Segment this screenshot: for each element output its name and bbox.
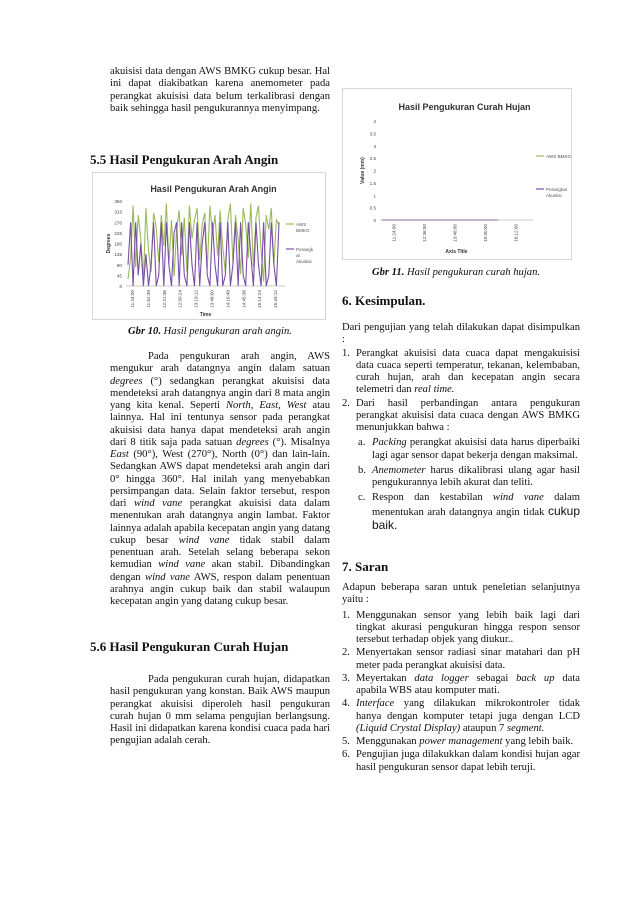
y-tick-label: 1.5	[369, 180, 376, 186]
text-segment: Pada pengukuran curah hujan, didapatkan hasil pengukuran yang konstan. Baik AWS maupun perangkat akuisisi diperoleh hasil pengukuran curah hujan 0 mm selama pengujian berlangsung. Hasil ini didapatkan karena kondisi cuaca pada hari pengujian adalah cerah.	[110, 674, 330, 747]
list-number: 1.	[342, 609, 350, 621]
italic-text-segment: degrees	[236, 436, 269, 448]
paragraph-text	[110, 351, 330, 607]
list-item	[342, 465, 580, 490]
conclusions-list	[342, 348, 580, 534]
y-tick-label: 2.5	[369, 156, 376, 162]
text-segment: Pada pengukuran arah angin, AWS mengukur arah datangnya angin dalam satuan	[110, 351, 330, 375]
list-number: 2.	[342, 647, 350, 659]
suggestions-list	[342, 610, 580, 774]
figure-10-caption	[90, 326, 330, 338]
x-tick-label: 14:45:36	[241, 290, 247, 308]
x-tick-label: 13:19:12	[193, 290, 199, 308]
list-number: 2.	[342, 397, 350, 409]
list-item	[342, 749, 580, 774]
y-tick-label: 270	[114, 220, 122, 226]
figure-label: Gbr 10.	[128, 326, 161, 337]
text-segment: Meyertakan	[356, 672, 415, 684]
list-item	[342, 698, 580, 735]
legend-label: Akuisisi	[546, 193, 562, 198]
list-item	[342, 492, 580, 533]
list-number: 6.	[342, 749, 350, 761]
list-item	[342, 348, 580, 397]
italic-text-segment: back up	[516, 672, 555, 684]
text-segment: Dari hasil perbandingan antara pengukuran perangkat akuisisi data cuaca dengan AWS BMKG menunjukkan bahwa :	[356, 397, 580, 433]
paragraph-text	[110, 674, 330, 746]
text-segment: Menyertakan sensor radiasi sinar matahari dan pH meter pada perangkat akuisisi data.	[356, 647, 580, 671]
legend-label: Perangk	[296, 247, 314, 252]
section-6-title: 6. Kesimpulan.	[342, 293, 426, 308]
list-number: 4.	[342, 698, 350, 710]
legend-label: AWS	[296, 222, 307, 227]
y-tick-label: 180	[114, 241, 122, 247]
italic-text-segment: wind vane	[178, 534, 230, 546]
conclusions-intro	[342, 322, 580, 347]
caption-text: Hasil pengukuran curah hujan.	[404, 267, 541, 278]
figure-11-chart	[342, 88, 572, 260]
x-tick-label: 15:43:12	[273, 290, 279, 308]
y-tick-label: 0.5	[369, 205, 376, 211]
legend-label: Akuisisi	[296, 259, 312, 264]
y-tick-label: 0	[119, 284, 122, 289]
italic-text-segment: Interface	[356, 698, 395, 710]
series-line-perangkat	[128, 222, 279, 286]
italic-text-segment: wind vane	[145, 571, 190, 583]
italic-text-segment: East	[110, 449, 129, 460]
italic-text-segment: (Liquid Crystal Display)	[356, 722, 461, 734]
text-segment: Adapun beberapa saran untuk peneletian selanjutnya yaitu :	[342, 582, 580, 606]
text-segment: (°). Misalnya	[268, 436, 330, 448]
list-number: a.	[358, 437, 366, 449]
x-tick-label: 14:16:48	[225, 290, 231, 308]
intro-paragraph	[110, 66, 330, 115]
list-number: 5.	[342, 736, 350, 747]
y-tick-label: 0	[373, 218, 376, 223]
y-tick-label: 2	[373, 168, 376, 174]
section-5-5-paragraph	[110, 351, 330, 608]
x-tick-label: 13:48:00	[452, 224, 458, 242]
text-segment: cukup baik.	[372, 503, 580, 532]
italic-text-segment: segment.	[506, 722, 545, 734]
italic-text-segment: data logger	[414, 672, 469, 684]
legend-label: BMKG	[296, 228, 310, 233]
suggestions-intro	[342, 582, 580, 607]
text-segment: atau lainnya. Hal ini tentunya sensor pada perangkat akuisisi data hanya dapat mendeteksi arah angin dari 8 titik saja pada satuan	[110, 400, 331, 448]
legend-label: Perangkat	[546, 187, 567, 192]
text-segment: Menggunakan	[356, 736, 420, 747]
wind-direction-chart	[93, 173, 325, 319]
rainfall-chart	[343, 89, 571, 259]
text-segment: akuisisi data dengan AWS BMKG cukup besar. Hal ini dapat diakibatkan karena anemometer pada perangkat akuisisi data belum terkalibrasi dengan baik sehingga hasil pengukurannya menyimpang.	[110, 66, 330, 114]
list-number: 1.	[342, 347, 350, 359]
italic-text-segment: wind vane	[158, 559, 206, 571]
conclusions-block	[342, 322, 580, 533]
x-tick-label: 13:48:00	[209, 290, 215, 308]
y-tick-label: 315	[114, 209, 122, 215]
y-tick-label: 45	[116, 273, 122, 279]
x-tick-label: 11:52:48	[145, 290, 151, 308]
list-item	[342, 673, 580, 698]
text-segment: harus dikalibrasi ulang agar hasil pengukurannya lebih akurat dan teliti.	[372, 464, 580, 488]
x-tick-label: 11:24:00	[129, 290, 135, 308]
text-segment: perangkat akuisisi data dalam menentukan arah datangnya angin lambat. Faktor lainnya adalah apabila kecepatan angin yang datang cukup besar	[110, 498, 331, 546]
x-tick-label: 16:12:00	[513, 224, 519, 242]
x-tick-label: 12:36:00	[421, 224, 427, 242]
italic-text-segment: wind vane	[134, 498, 183, 509]
text-segment: (°) sedangkan perangkat akuisisi data mendeteksi arah datangnya angin dari 8 mata angin yang kita kenal. Seperti	[110, 375, 330, 411]
y-tick-label: 135	[114, 252, 122, 258]
legend-label: at	[296, 253, 300, 258]
text-segment: ataupun 7	[460, 722, 507, 734]
text-segment: perangkat akuisisi data harus diperbaiki lagi agar sensor dapat bekerja dengan maksimal.	[372, 437, 580, 461]
italic-text-segment: degrees	[110, 375, 143, 387]
section-5-5-title: 5.5 Hasil Pengukuran Arah Angin	[90, 152, 279, 167]
text-segment: Respon dan kestabilan	[372, 492, 493, 504]
y-tick-label: 3	[373, 143, 376, 149]
text-segment: yang lebih baik.	[502, 736, 574, 747]
list-item	[342, 437, 580, 462]
x-axis-label: Axis Title	[445, 249, 468, 255]
chart-title: Hasil Pengukuran Arah Angin	[150, 184, 277, 194]
suggestions-block	[342, 582, 580, 774]
text-segment: yang dilakukan mikrokontroler tidak hanya dengan komputer tetapi juga dengan LCD	[356, 698, 580, 722]
figure-label: Gbr 11.	[371, 267, 405, 278]
list-number: 3.	[342, 672, 350, 684]
caption-text: Hasil pengukuran arah angin.	[161, 326, 292, 337]
section-7-title: 7. Saran	[342, 559, 389, 574]
text-segment: akan stabil. Dibandingkan dengan	[110, 559, 330, 583]
italic-text-segment: Packing	[372, 437, 407, 449]
list-item	[342, 647, 580, 672]
list-item	[342, 610, 580, 647]
y-tick-label: 4	[373, 119, 376, 124]
italic-text-segment: North, East, West	[225, 400, 307, 411]
text-segment: (90°), West (270°), North (0°) dan lain-lain. Sedangkan AWS dapat mendeteksi arah angin dari 0° hingga 360°. Hal inilah yang menyebabkan persimpangan data. Selain faktor tersebut, respon dari	[110, 449, 330, 509]
text-segment: tidak stabil dalam penentuan arah. Setelah selang beberapa sekon kemudian	[110, 534, 331, 571]
figure-10-chart	[92, 172, 326, 320]
y-tick-label: 1	[373, 193, 376, 199]
list-item	[342, 398, 580, 435]
text-segment: Menggunakan sensor yang lebih baik lagi dari tingkat akurasi pengukuran hingga respon sensor tersebut terhadap objek yang diukur..	[356, 609, 580, 645]
legend-label: AWS BMKG	[546, 154, 571, 159]
list-number: b.	[358, 464, 366, 476]
text-segment: data apabila WBS atau komputer mati.	[356, 672, 580, 696]
y-axis-label: Degrees	[106, 233, 112, 254]
y-tick-label: 225	[114, 230, 122, 236]
y-tick-label: 3.5	[369, 131, 376, 137]
italic-text-segment: real time.	[414, 384, 455, 396]
text-segment: dalam menentukan arah datangnya angin tidak	[372, 492, 580, 518]
text-segment: Pengujian juga dilakukkan dalam kondisi hujan agar hasil pengukuran sensor dapat lebih teruji.	[356, 749, 580, 773]
x-tick-label: 11:24:00	[391, 224, 397, 242]
list-item	[342, 736, 580, 748]
x-axis-label: Time	[199, 312, 212, 318]
list-number: c.	[358, 492, 366, 504]
x-tick-label: 15:14:24	[257, 290, 263, 308]
x-tick-label: 12:50:24	[177, 290, 183, 308]
y-axis-label: Value (mm)	[360, 157, 366, 184]
section-5-6-title: 5.6 Hasil Pengukuran Curah Hujan	[90, 639, 289, 654]
italic-text-segment: power management	[419, 736, 503, 747]
x-tick-label: 12:21:36	[161, 290, 167, 308]
text-segment: Perangkat akuisisi data cuaca dapat mengakuisisi data cuaca seperti temperatur, tekanan, kelembaban, curah hujan, arah dan kecepatan angin secara telemetri dan	[356, 347, 580, 396]
y-tick-label: 90	[116, 262, 122, 268]
italic-text-segment: wind vane	[492, 492, 544, 504]
text-segment: Dari pengujian yang telah dilakukan dapat disimpulkan :	[342, 322, 580, 346]
x-tick-label: 15:00:00	[483, 224, 489, 242]
italic-text-segment: Anemometer	[372, 464, 426, 476]
text-segment: sebagai	[468, 672, 517, 684]
chart-title: Hasil Pengukuran Curah Hujan	[398, 102, 531, 112]
text-segment: AWS, respon dalam penentuan arahnya angin cukup baik dan stabil walaupun kecepatan angin yang datang cukup besar.	[110, 571, 331, 607]
y-tick-label: 360	[114, 199, 122, 204]
section-5-6-paragraph	[110, 674, 330, 748]
figure-11-caption	[342, 267, 570, 279]
